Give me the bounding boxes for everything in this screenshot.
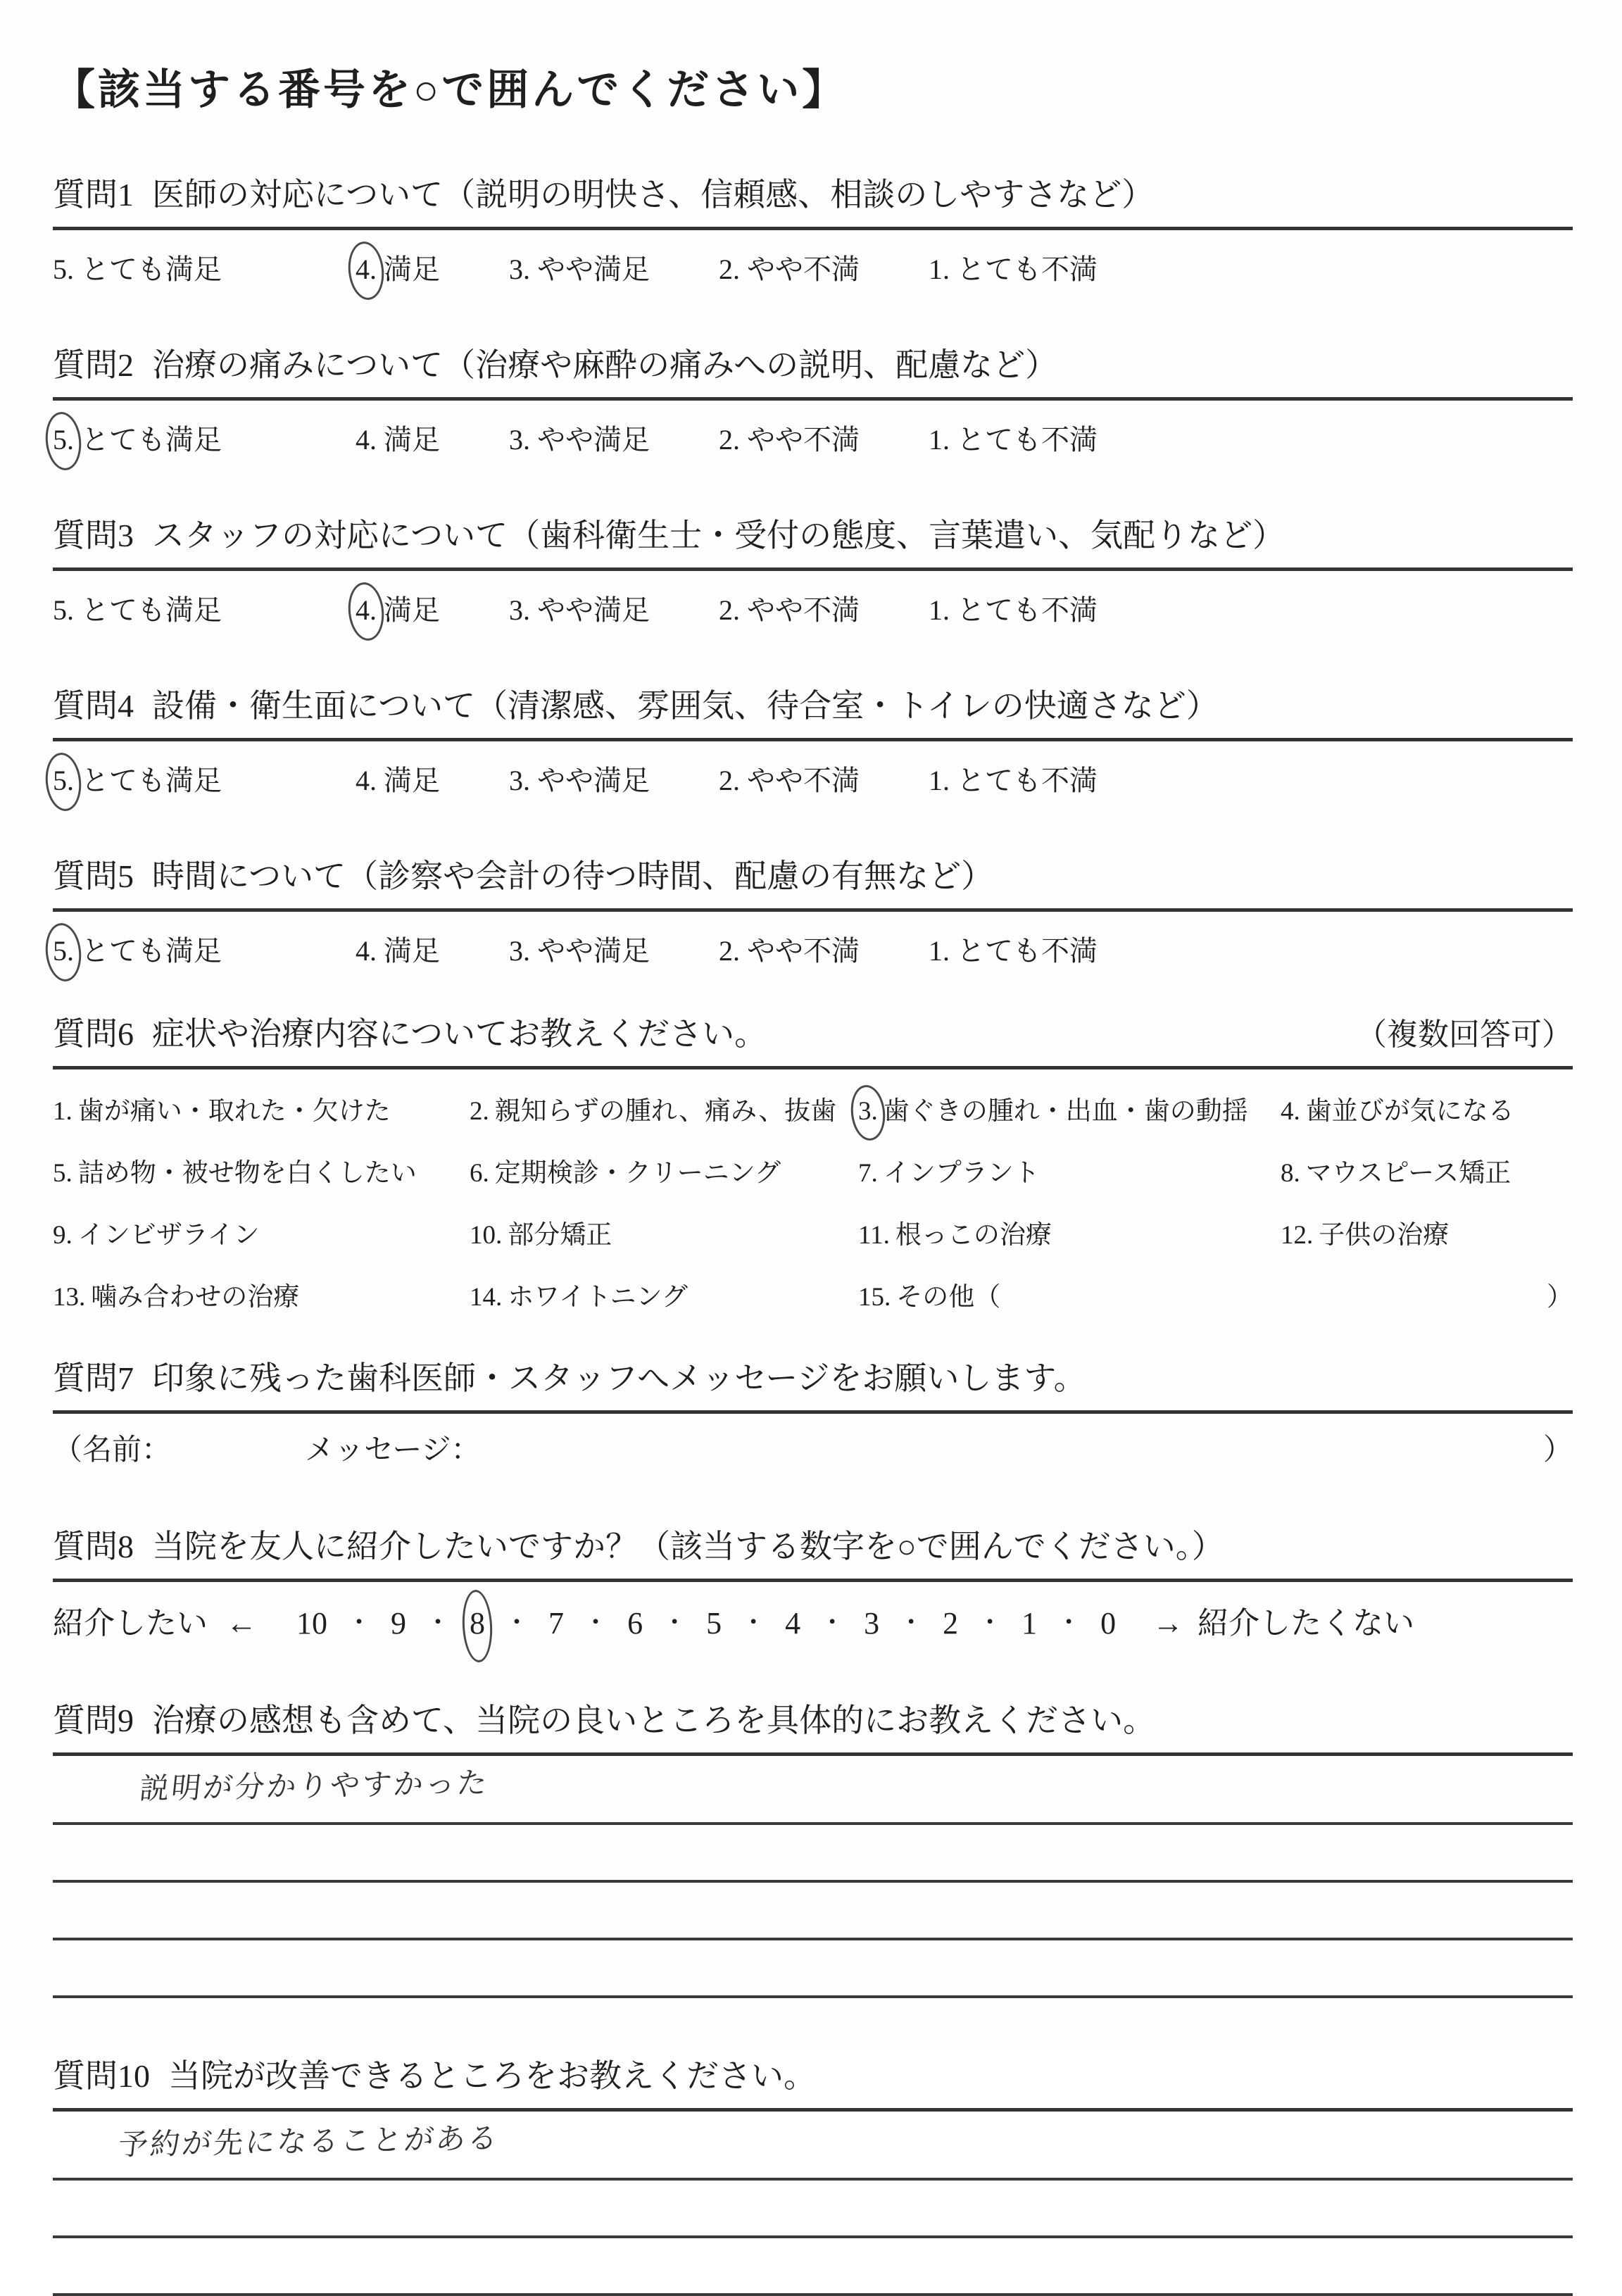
nps-scale xyxy=(53,1598,1573,1643)
question-6-label: 質問6 xyxy=(53,1016,134,1052)
item-label: 親知らずの腫れ、痛み、抜歯 xyxy=(494,1097,837,1126)
symptom-item xyxy=(53,1275,470,1313)
rating-option xyxy=(509,588,650,628)
question-9-label: 質問9 xyxy=(53,1702,134,1738)
answer-space xyxy=(53,2181,1573,2224)
dot-separator: ・ xyxy=(819,1608,845,1636)
option-number: 4. xyxy=(356,765,377,796)
symptom-item xyxy=(1281,1089,1573,1127)
rating-option xyxy=(929,418,1098,458)
rating-option xyxy=(719,418,860,458)
question-1 xyxy=(53,169,1573,287)
question-2-title xyxy=(53,339,1573,386)
option-label: とても不満 xyxy=(957,424,1098,456)
symptom-item xyxy=(53,1213,470,1251)
item-label: ホワイトニング xyxy=(508,1283,688,1312)
question-8-title xyxy=(53,1521,1573,1567)
question-2-options xyxy=(53,418,1573,458)
scale-number-6: 6 xyxy=(627,1606,643,1641)
item-number: 7. xyxy=(858,1159,878,1188)
question-10-label: 質問10 xyxy=(53,2058,150,2094)
item-label: 歯が痛い・取れた・欠けた xyxy=(77,1097,391,1126)
form-title: 【該当する番号を○で囲んでください】 xyxy=(53,67,848,113)
dot-separator: ・ xyxy=(583,1608,609,1636)
scale-number-7: 7 xyxy=(548,1606,565,1641)
item-label: 歯ぐきの腫れ・出血・歯の動揺 xyxy=(883,1097,1248,1126)
item-number: 12. xyxy=(1281,1221,1314,1250)
rating-option-selected xyxy=(356,247,440,287)
question-4 xyxy=(53,680,1573,798)
option-label: 満足 xyxy=(384,594,440,626)
question-9-text: 治療の感想も含めて、当院の良いところを具体的にお教えください。 xyxy=(152,1702,1156,1738)
option-label: 満足 xyxy=(384,424,440,456)
question-4-options xyxy=(53,758,1573,798)
option-label: やや満足 xyxy=(537,935,650,967)
dot-separator: ・ xyxy=(504,1608,530,1636)
scale-left-label: 紹介したい xyxy=(53,1606,208,1641)
option-label: とても満足 xyxy=(81,765,222,796)
question-3-title xyxy=(53,510,1573,556)
symptom-item xyxy=(470,1275,858,1313)
symptom-item xyxy=(53,1089,470,1127)
option-label: 満足 xyxy=(384,253,440,285)
option-label: やや不満 xyxy=(747,594,860,626)
rating-option xyxy=(929,929,1098,969)
rating-option xyxy=(356,929,440,969)
handwritten-circle-mark: 3. xyxy=(858,1097,878,1126)
item-label: 定期検診・クリーニング xyxy=(494,1159,781,1188)
item-label: マウスピース矯正 xyxy=(1305,1159,1511,1188)
scale-number-10: 10 xyxy=(296,1606,327,1641)
option-number: 1. xyxy=(929,594,950,626)
scale-number-8-circled: 8 xyxy=(470,1606,486,1641)
item-number: 11. xyxy=(858,1221,890,1250)
divider-line xyxy=(53,1410,1573,1414)
option-number: 3. xyxy=(509,424,530,456)
question-9 xyxy=(53,1695,1573,1998)
divider-line xyxy=(53,1066,1573,1069)
question-2-text: 治療の痛みについて（治療や麻酔の痛みへの説明、配慮など） xyxy=(152,347,1058,383)
question-1-title xyxy=(53,169,1573,215)
rating-option-selected xyxy=(53,418,222,458)
scale-number-9: 9 xyxy=(391,1606,407,1641)
question-8-text: 当院を友人に紹介したいですか？（該当する数字を○で囲んでください。） xyxy=(152,1529,1224,1564)
divider-line xyxy=(53,908,1573,912)
item-label: 子供の治療 xyxy=(1319,1221,1450,1250)
scale-number-5: 5 xyxy=(706,1606,722,1641)
item-label: 噛み合わせの治療 xyxy=(91,1283,300,1312)
multiple-answers-note: （複数回答可） xyxy=(1356,1017,1573,1052)
option-label: やや不満 xyxy=(747,935,860,967)
item-number: 2. xyxy=(470,1097,489,1126)
item-number: 13. xyxy=(53,1283,86,1312)
option-label: やや満足 xyxy=(537,424,650,456)
option-number: 3. xyxy=(509,594,530,626)
question-6-title xyxy=(53,1008,1573,1055)
symptom-item xyxy=(53,1151,470,1189)
scale-number-0: 0 xyxy=(1100,1606,1117,1641)
answer-space xyxy=(53,1940,1573,1984)
option-label: やや満足 xyxy=(537,765,650,796)
message-field-label: メッセージ： xyxy=(305,1434,481,1467)
option-label: とても不満 xyxy=(957,594,1098,626)
item-number: 8. xyxy=(1281,1159,1300,1188)
question-6 xyxy=(53,1008,1573,1313)
question-4-label: 質問4 xyxy=(53,688,134,724)
option-label: とても満足 xyxy=(81,253,222,285)
answer-space xyxy=(53,2238,1573,2282)
symptom-item-other xyxy=(858,1275,1281,1313)
name-message-row xyxy=(53,1426,1573,1469)
question-5 xyxy=(53,851,1573,969)
symptom-item xyxy=(470,1151,858,1189)
question-1-text: 医師の対応について（説明の明快さ、信頼感、相談のしやすさなど） xyxy=(152,177,1155,213)
option-label: とても満足 xyxy=(81,594,222,626)
scale-number-4: 4 xyxy=(785,1606,801,1641)
question-8-label: 質問8 xyxy=(53,1529,134,1564)
symptom-item-selected xyxy=(858,1089,1281,1127)
rating-option xyxy=(53,247,222,287)
symptom-item xyxy=(470,1089,858,1127)
rating-option xyxy=(356,758,440,798)
option-label: 満足 xyxy=(384,765,440,796)
divider-line xyxy=(53,397,1573,401)
handwritten-circle-mark: 4. xyxy=(356,253,377,285)
rating-option-selected xyxy=(356,588,440,628)
option-number: 1. xyxy=(929,765,950,796)
option-label: とても不満 xyxy=(957,935,1098,967)
question-5-options xyxy=(53,929,1573,969)
option-number: 1. xyxy=(929,253,950,285)
scale-number-1: 1 xyxy=(1021,1606,1038,1641)
dot-separator: ・ xyxy=(662,1608,688,1636)
symptom-item xyxy=(1281,1151,1573,1189)
option-label: やや不満 xyxy=(747,765,860,796)
option-label: とても満足 xyxy=(81,424,222,456)
item-label: 部分矯正 xyxy=(508,1221,612,1250)
item-number: 15. xyxy=(858,1283,891,1312)
question-1-options xyxy=(53,247,1573,287)
other-close-paren: ） xyxy=(1547,1283,1573,1312)
question-8 xyxy=(53,1521,1573,1643)
rating-option xyxy=(53,588,222,628)
option-number: 3. xyxy=(509,935,530,967)
item-label: その他（ xyxy=(896,1283,1001,1312)
option-number: 1. xyxy=(929,935,950,967)
question-2 xyxy=(53,339,1573,458)
symptom-item xyxy=(858,1151,1281,1189)
scale-number-3: 3 xyxy=(864,1606,880,1641)
dot-separator: ・ xyxy=(898,1608,924,1636)
option-number: 2. xyxy=(719,935,740,967)
handwritten-circle-mark: 5. xyxy=(53,765,74,796)
option-number: 2. xyxy=(719,594,740,626)
rating-option xyxy=(509,418,650,458)
option-label: とても不満 xyxy=(957,253,1098,285)
option-number: 1. xyxy=(929,424,950,456)
question-7-title xyxy=(53,1353,1573,1399)
option-number: 4. xyxy=(356,935,377,967)
question-3-label: 質問3 xyxy=(53,517,134,553)
rating-option xyxy=(509,929,650,969)
dot-separator: ・ xyxy=(1056,1608,1082,1636)
question-3-options xyxy=(53,588,1573,628)
option-label: やや不満 xyxy=(747,424,860,456)
rating-option xyxy=(356,418,440,458)
divider-line xyxy=(53,567,1573,571)
rating-option xyxy=(719,247,860,287)
rating-option-selected xyxy=(53,758,222,798)
divider-line xyxy=(53,738,1573,741)
option-label: とても不満 xyxy=(957,765,1098,796)
item-label: 歯並びが気になる xyxy=(1305,1097,1514,1126)
dot-separator: ・ xyxy=(425,1608,451,1636)
item-number: 4. xyxy=(1281,1097,1300,1126)
name-field-label: （名前： xyxy=(53,1434,172,1467)
item-number: 6. xyxy=(470,1159,489,1188)
scale-right-label: 紹介したくない xyxy=(1197,1606,1415,1641)
item-number: 14. xyxy=(470,1283,503,1312)
rating-option xyxy=(509,247,650,287)
question-5-title xyxy=(53,851,1573,897)
question-7 xyxy=(53,1353,1573,1469)
answer-space xyxy=(53,1883,1573,1926)
question-7-text: 印象に残った歯科医師・スタッフへメッセージをお願いします。 xyxy=(152,1360,1086,1396)
handwritten-circle-mark: 4. xyxy=(356,594,377,626)
question-3-text: スタッフの対応について（歯科衛生士・受付の態度、言葉遣い、気配りなど） xyxy=(152,517,1285,553)
handwritten-circle-mark: 5. xyxy=(53,424,74,456)
dot-separator: ・ xyxy=(977,1608,1003,1636)
question-2-label: 質問2 xyxy=(53,347,134,383)
item-label: 根っこの治療 xyxy=(895,1221,1052,1250)
scale-number-2: 2 xyxy=(943,1606,959,1641)
divider-line xyxy=(53,1579,1573,1582)
option-label: やや満足 xyxy=(537,253,650,285)
symptom-item xyxy=(1281,1213,1573,1251)
question-6-items xyxy=(53,1089,1573,1313)
question-7-label: 質問7 xyxy=(53,1360,134,1396)
item-label: インプラント xyxy=(883,1159,1040,1188)
item-label: インビザライン xyxy=(77,1221,260,1250)
option-number: 3. xyxy=(509,765,530,796)
answer-line xyxy=(53,1995,1573,1998)
symptom-item xyxy=(470,1213,858,1251)
rating-option xyxy=(719,929,860,969)
symptom-item xyxy=(858,1213,1281,1251)
item-number: 9. xyxy=(53,1221,73,1250)
handwritten-circle-mark: 5. xyxy=(53,935,74,967)
handwritten-answer-q10: 予約が先になることがある xyxy=(116,2121,501,2162)
item-number: 1. xyxy=(53,1097,73,1126)
right-arrow-icon: → xyxy=(1152,1606,1184,1641)
dot-separator: ・ xyxy=(741,1608,767,1636)
rating-option xyxy=(719,758,860,798)
item-number: 10. xyxy=(470,1221,503,1250)
question-5-text: 時間について（診察や会計の待つ時間、配慮の有無など） xyxy=(152,858,994,894)
option-number: 4. xyxy=(356,424,377,456)
rating-option xyxy=(929,247,1098,287)
close-paren: ） xyxy=(1542,1434,1573,1467)
question-4-title xyxy=(53,680,1573,727)
option-label: やや満足 xyxy=(537,594,650,626)
question-3 xyxy=(53,510,1573,628)
option-label: とても満足 xyxy=(81,935,222,967)
option-label: 満足 xyxy=(384,935,440,967)
handwritten-answer-q9: 説明が分かりやすかった xyxy=(137,1765,491,1806)
item-label: 詰め物・被せ物を白くしたい xyxy=(77,1159,417,1188)
left-arrow-icon: ← xyxy=(226,1606,257,1641)
question-10-text: 当院が改善できるところをお教えください。 xyxy=(168,2058,816,2094)
rating-option xyxy=(929,588,1098,628)
rating-option xyxy=(719,588,860,628)
question-5-label: 質問5 xyxy=(53,858,134,894)
question-4-text: 設備・衛生面について（清潔感、雰囲気、待合室・トイレの快適さなど） xyxy=(152,688,1219,724)
answer-line xyxy=(53,2293,1573,2296)
rating-option-selected xyxy=(53,929,222,969)
option-label: やや不満 xyxy=(747,253,860,285)
divider-line xyxy=(53,227,1573,230)
dot-separator: ・ xyxy=(346,1608,372,1636)
option-number: 3. xyxy=(509,253,530,285)
rating-option xyxy=(509,758,650,798)
option-number: 5. xyxy=(53,594,74,626)
option-number: 2. xyxy=(719,424,740,456)
item-number: 5. xyxy=(53,1159,73,1188)
option-number: 2. xyxy=(719,765,740,796)
question-6-text: 症状や治療内容についてお教えください。 xyxy=(152,1016,767,1052)
option-number: 5. xyxy=(53,253,74,285)
answer-space xyxy=(53,1825,1573,1869)
option-number: 2. xyxy=(719,253,740,285)
question-10 xyxy=(53,2050,1573,2296)
rating-option xyxy=(929,758,1098,798)
question-1-label: 質問1 xyxy=(53,177,134,213)
